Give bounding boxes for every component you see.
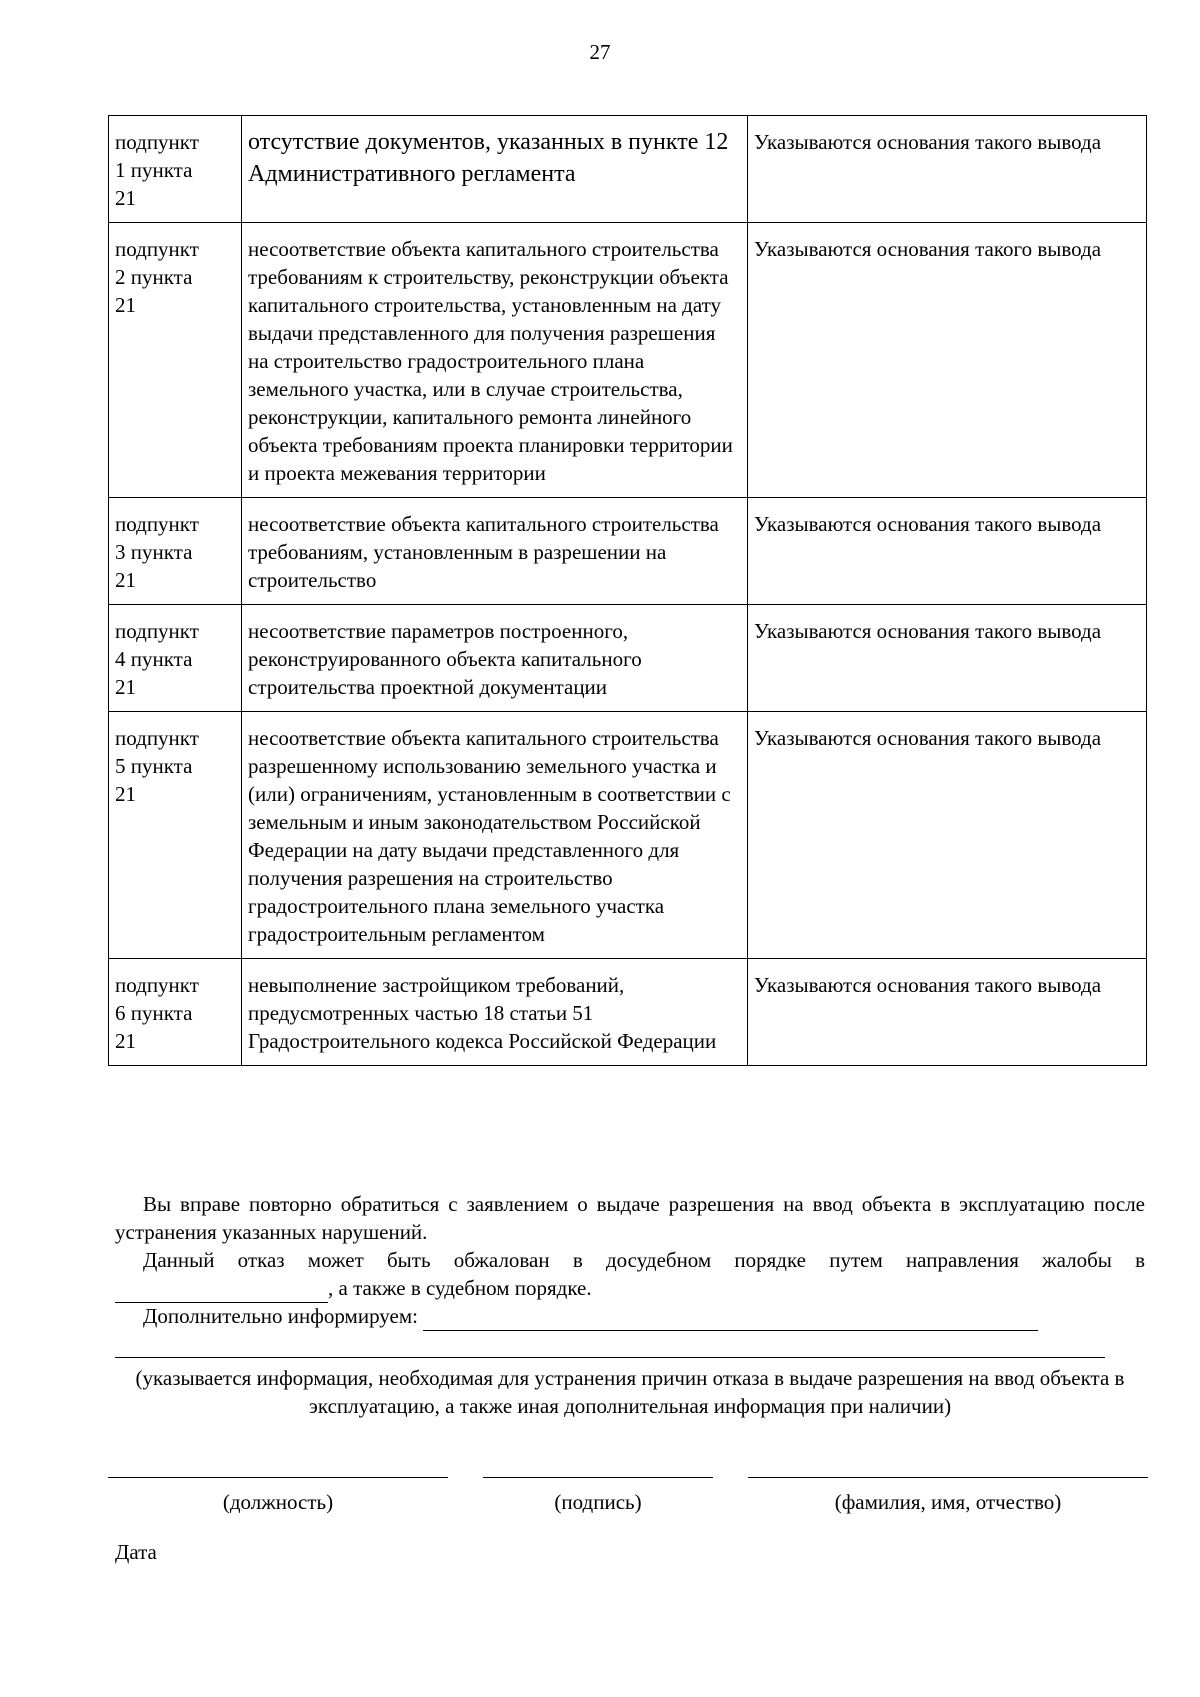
clause-line: подпункт (115, 973, 199, 997)
additional-info-blank-line (115, 1357, 1105, 1358)
table-row (109, 605, 1147, 712)
appeal-text-after: , а также в судебном порядке. (328, 1276, 592, 1300)
clause-line: 1 пункта (115, 158, 193, 182)
additional-info-label: Дополнительно информируем: (143, 1304, 418, 1328)
explanation-cell: Указываются основания такого вывода (748, 116, 1147, 223)
additional-info-blank (423, 1302, 1038, 1331)
clause-line: подпункт (115, 619, 199, 643)
clause-cell (109, 605, 242, 712)
explanation-cell: Указываются основания такого вывода (748, 712, 1147, 959)
reason-cell: невыполнение застройщиком требований, предусмотренных частью 18 статьи 51 Градостроительного кодекса Российской Федерации (242, 959, 748, 1066)
table-row (109, 223, 1147, 498)
signature-line (483, 1477, 713, 1478)
clause-line: 3 пункта (115, 540, 193, 564)
clause-line: подпункт (115, 130, 199, 154)
refusal-reasons-table (108, 115, 1147, 1066)
appeal-text-before: Данный отказ может быть обжалован в досудебном порядке путем направления жалобы в (143, 1248, 1145, 1272)
date-label: Дата (115, 1540, 157, 1564)
signature-caption: (подпись) (554, 1490, 642, 1514)
table-row (109, 959, 1147, 1066)
name-caption: (фамилия, имя, отчество) (834, 1490, 1062, 1514)
reason-cell: несоответствие объекта капитального строительства разрешенному использованию земельного участка и (или) ограничениям, установленным в соответствии с земельным и иным законодательством Российской Федерации на дату выдачи представленного для получения разрешения на строительство градостроительного плана земельного участка градостроительным регламентом (242, 712, 748, 959)
clause-line: 21 (115, 675, 136, 699)
clause-line: 21 (115, 782, 136, 806)
clause-line: подпункт (115, 512, 199, 536)
additional-info-note: (указывается информация, необходимая для устранения причин отказа в выдаче разрешения на ввод объекта в эксплуатацию, а также иная дополнительная информация при наличии) (135, 1366, 1125, 1418)
page-number: 27 (589, 40, 611, 64)
clause-line: подпункт (115, 726, 199, 750)
clause-cell (109, 959, 242, 1066)
explanation-cell: Указываются основания такого вывода (748, 605, 1147, 712)
appeal-paragraph (115, 1246, 1145, 1303)
position-caption: (должность) (222, 1490, 334, 1514)
additional-info-line (115, 1302, 1145, 1331)
clause-line: 21 (115, 568, 136, 592)
clause-line: 2 пункта (115, 265, 193, 289)
explanation-cell: Указываются основания такого вывода (748, 959, 1147, 1066)
clause-line: подпункт (115, 237, 199, 261)
clause-line: 4 пункта (115, 647, 193, 671)
table-row (109, 116, 1147, 223)
clause-cell (109, 116, 242, 223)
reason-cell: несоответствие объекта капитального строительства требованиям к строительству, реконструкции объекта капитального строительства, установленным на дату выдачи представленного для получения разрешения на строительство градостроительного плана земельного участка, или в случае строительства, реконструкции, капитального ремонта линейного объекта требованиям проекта планировки территории и проекта межевания территории (242, 223, 748, 498)
clause-line: 5 пункта (115, 754, 193, 778)
name-signature-line (748, 1477, 1148, 1478)
clause-cell (109, 712, 242, 959)
reapply-paragraph: Вы вправе повторно обратиться с заявлением о выдаче разрешения на ввод объекта в эксплуатацию после устранения указанных нарушений. (115, 1192, 1145, 1244)
clause-line: 21 (115, 1029, 136, 1053)
explanation-cell: Указываются основания такого вывода (748, 223, 1147, 498)
clause-cell (109, 498, 242, 605)
table-row (109, 498, 1147, 605)
appeal-authority-blank (115, 1274, 328, 1303)
position-signature-line (108, 1477, 448, 1478)
reason-cell: отсутствие документов, указанных в пункте 12 Административного регламента (242, 116, 748, 223)
reason-cell: несоответствие объекта капитального строительства требованиям, установленным в разрешении на строительство (242, 498, 748, 605)
clause-line: 21 (115, 293, 136, 317)
clause-line: 21 (115, 186, 136, 210)
table-row (109, 712, 1147, 959)
explanation-cell: Указываются основания такого вывода (748, 498, 1147, 605)
clause-cell (109, 223, 242, 498)
clause-line: 6 пункта (115, 1001, 193, 1025)
reason-cell: несоответствие параметров построенного, реконструированного объекта капитального строительства проектной документации (242, 605, 748, 712)
